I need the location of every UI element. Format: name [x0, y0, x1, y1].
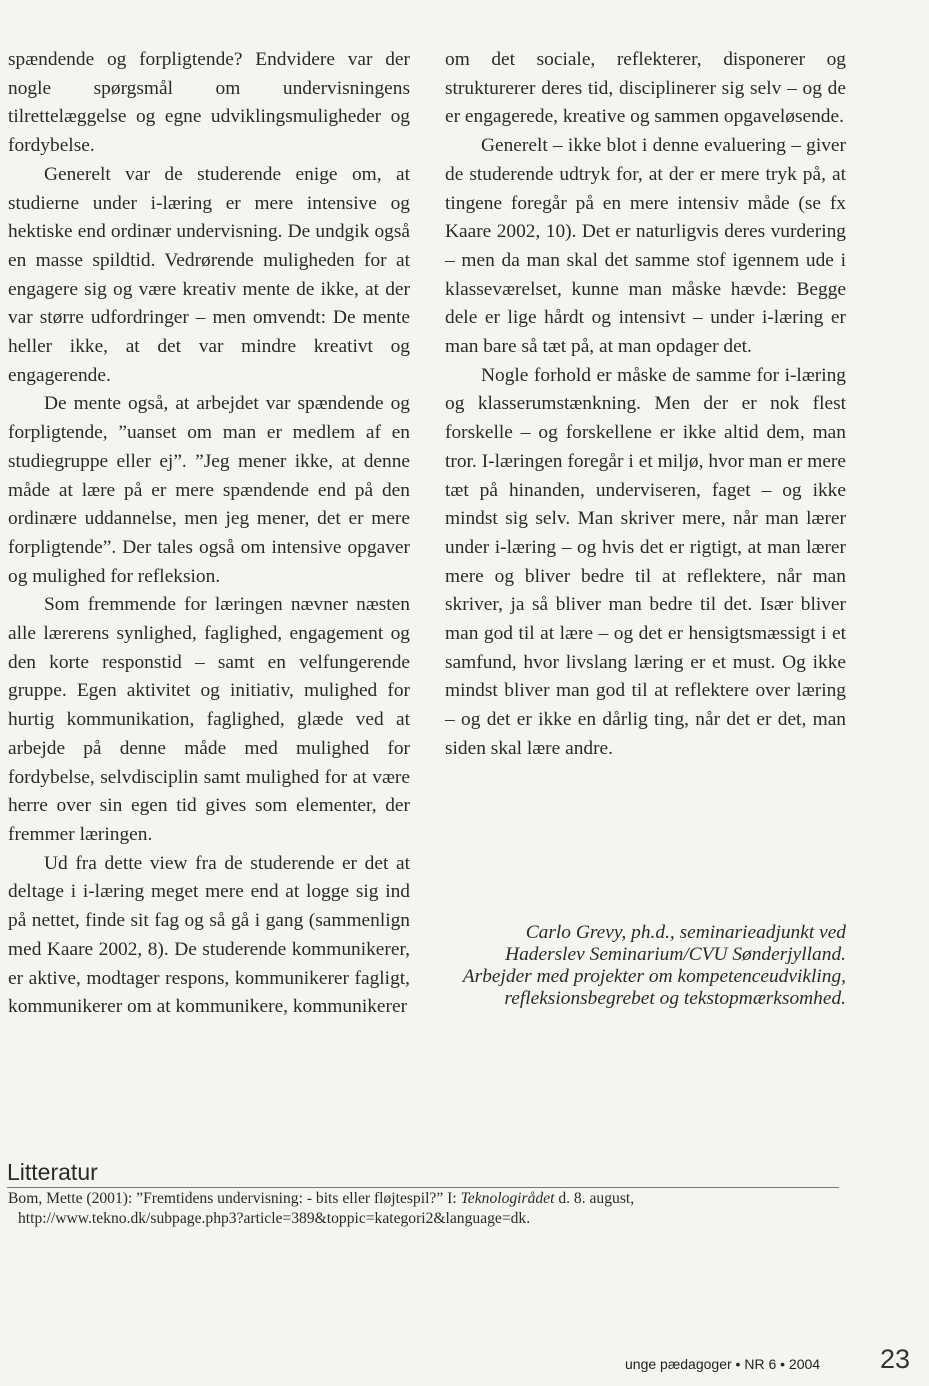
reference-text: Bom, Mette (2001): ”Fremtidens undervisning: - bits eller fløjtespil?” I:: [8, 1190, 461, 1207]
reference-url[interactable]: http://www.tekno.dk/subpage.php3?article=389&toppic=kategori2&language=dk.: [18, 1210, 531, 1227]
reference-source: Teknologirådet: [460, 1190, 555, 1207]
paragraph: De mente også, at arbejdet var spændende og forpligtende, ”uanset om man er medlem af en studiegruppe eller ej”. ”Jeg mener ikke, at denne måde at lære på er mere spændende end på den ordinære uddannelse, men jeg mener, det er mere forpligtende”. Der tales også om intensive opgaver og mulighed for refleksion.: [8, 393, 410, 587]
reference-line: [8, 1189, 838, 1209]
page-number: 23: [880, 1344, 911, 1374]
paragraph: Generelt var de studerende enige om, at studierne under i-læring er mere intensive og hektiske end ordinær undervisning. De undgik også en masse spildtid. Vedrørende muligheden for at engagere sig og være kreativ mente de ikke, at der var større udfordringer – men omvendt: De mente heller ikke, at det var mindre kreativt og engagerende.: [8, 163, 410, 386]
literature-reference: [8, 1189, 838, 1229]
paragraph: Som fremmende for læringen nævner næsten alle lærerens synlighed, faglighed, engagement og den korte responstid – samt en velfungerende gruppe. Egen aktivitet og initiativ, mulighed for hurtig kommunikation, faglighed, glæde ved at arbejde på denne måde med mulighed for fordybelse, selvdisciplin samt mulighed for at være herre over sin egen tid gives som elementer, der fremmer læringen.: [8, 594, 410, 845]
paragraph: Nogle forhold er måske de samme for i-læring og klasserumstænkning. Men der er nok flest forskelle – og forskellene er ikke altid dem, man tror. I-læringen foregår i et miljø, hvor man er mere tæt på hinanden, underviseren, faget – og ikke mindst sig selv. Man skriver mere, når man lærer under i-læring – og hvis det er rigtigt, at man lærer mere og bliver bedre til at reflektere, når man skriver, ja så bliver man bedre til det. Især bliver man god til at lære – og det er hensigtsmæssigt i et samfund, hvor livslang læring er et must. Og ikke mindst bliver man god til at reflektere over læring – og det er ikke en dårlig ting, når det er det, man siden skal lære andre.: [445, 364, 846, 759]
paragraph: Ud fra dette view fra de studerende er det at deltage i i-læring meget mere end at logge sig ind på nettet, finde sit fag og så gå i gang (sammenlign med Kaare 2002, 8). De studerende kommunikerer, er aktive, modtager respons, kommunikerer fagligt, kommunikerer om at kommunikere, kommunikerer: [8, 852, 410, 1018]
publication-footer: unge pædagoger • NR 6 • 2004: [625, 1356, 821, 1372]
paragraph: Generelt – ikke blot i denne evaluering – giver de studerende udtryk for, at der er mere tryk på, at tingene foregår på en mere intensiv måde (se fx Kaare 2002, 10). Det er naturligvis deres vurdering – men da man skal det samme stof igennem ude i klasseværelset, kunne man måske hævde: Begge dele er lige hårdt og intensivt – under i-læring er man bare så tæt på, at man opdager det.: [445, 135, 846, 358]
left-column: [8, 46, 410, 1022]
right-column: [445, 46, 846, 764]
paragraph: spændende og forpligtende? Endvidere var der nogle spørgsmål om undervisningens tilrettelæggelse og egne udviklingsmuligheder og fordybelse.: [8, 49, 410, 157]
literature-heading: Litteratur: [7, 1159, 98, 1185]
paragraph: om det sociale, reflekterer, disponerer og strukturerer deres tid, disciplinerer sig selv – og de er engagerede, kreative og sammen opgaveløsende.: [445, 49, 846, 128]
author-byline: Carlo Grevy, ph.d., seminarieadjunkt ved Haderslev Seminarium/CVU Sønderjylland. Arbejder med projekter om kompetenceudvikling, refleksionsbegrebet og tekstopmærksomhed.: [462, 922, 846, 1009]
reference-date: d. 8. august,: [554, 1190, 635, 1207]
literature-divider: [7, 1187, 839, 1188]
